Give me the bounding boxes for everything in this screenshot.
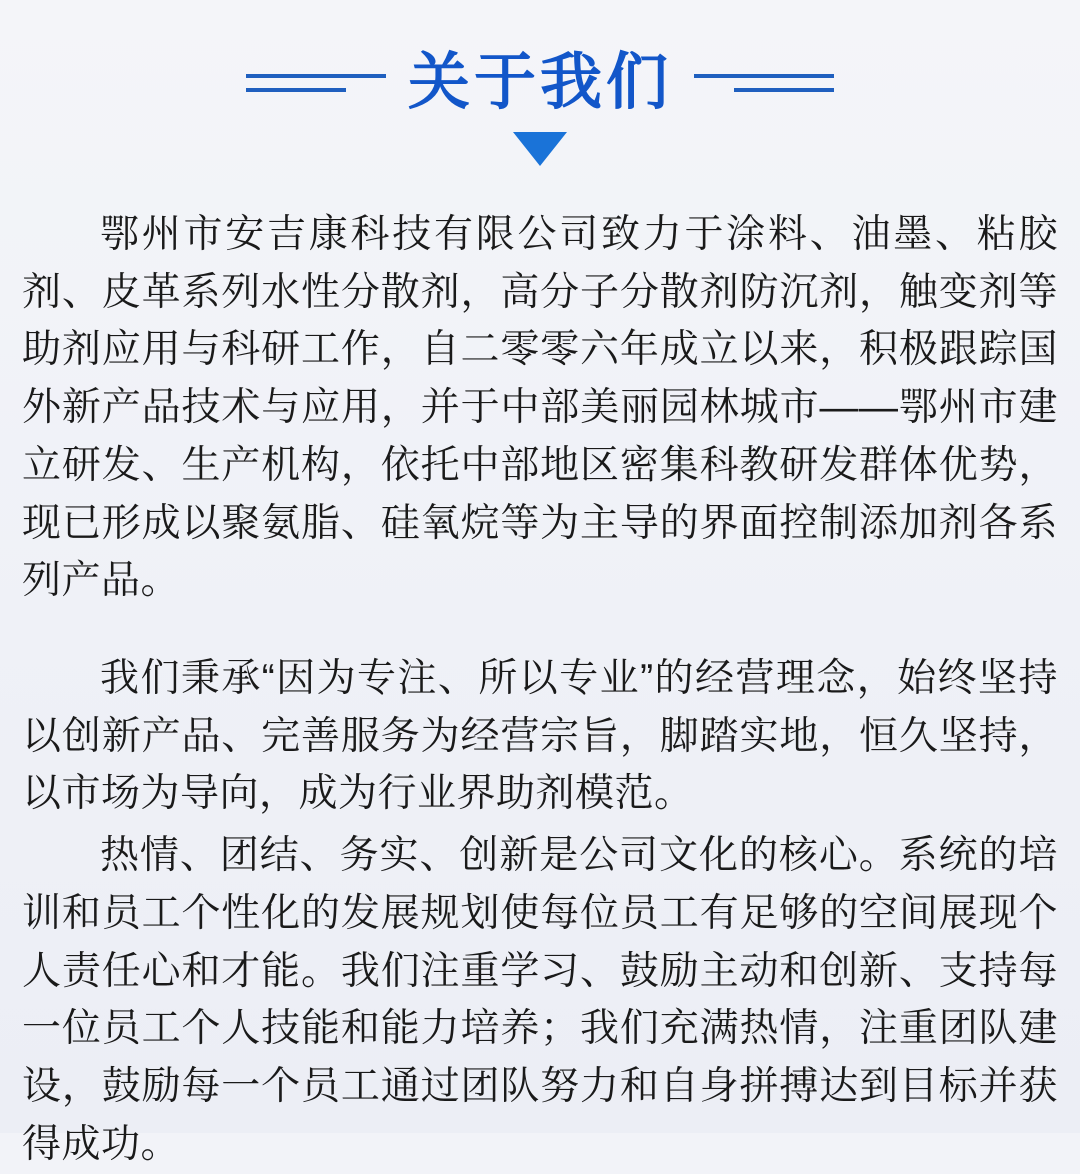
paragraph-culture: 热情、团结、务实、创新是公司文化的核心。系统的培训和员工个性化的发展规划使每位员工有足够的空间展现个人责任心和才能。我们注重学习、鼓励主动和创新、支持每一位员工个人技能和能力培养；我们充满热情，注重团队建设，鼓励每一个员工通过团队努力和自身拼搏达到目标并获得成功。 bbox=[22, 834, 1058, 1166]
section-header bbox=[0, 0, 1080, 117]
header-rule-right-icon bbox=[694, 74, 834, 92]
paragraph-philosophy: 我们秉承“因为专注、所以专业”的经营理念，始终坚持以创新产品、完善服务为经营宗旨，脚踏实地，恒久坚持，以市场为导向，成为行业界助剂模范。 bbox=[22, 657, 1058, 816]
page-title: 关于我们 bbox=[407, 48, 672, 117]
about-content bbox=[22, 206, 1058, 1174]
header-arrow-wrap bbox=[0, 132, 1080, 166]
down-triangle-icon bbox=[513, 132, 567, 166]
paragraph-company-intro: 鄂州市安吉康科技有限公司致力于涂料、油墨、粘胶剂、皮革系列水性分散剂，高分子分散剂防沉剂，触变剂等助剂应用与科研工作，自二零零六年成立以来，积极跟踪国外新产品技术与应用，并于中部美丽园林城市——鄂州市建立研发、生产机构，依托中部地区密集科教研发群体优势，现已形成以聚氨脂、硅氧烷等为主导的界面控制添加剂各系列产品。 bbox=[22, 213, 1058, 603]
header-rule-left-icon bbox=[246, 74, 386, 92]
